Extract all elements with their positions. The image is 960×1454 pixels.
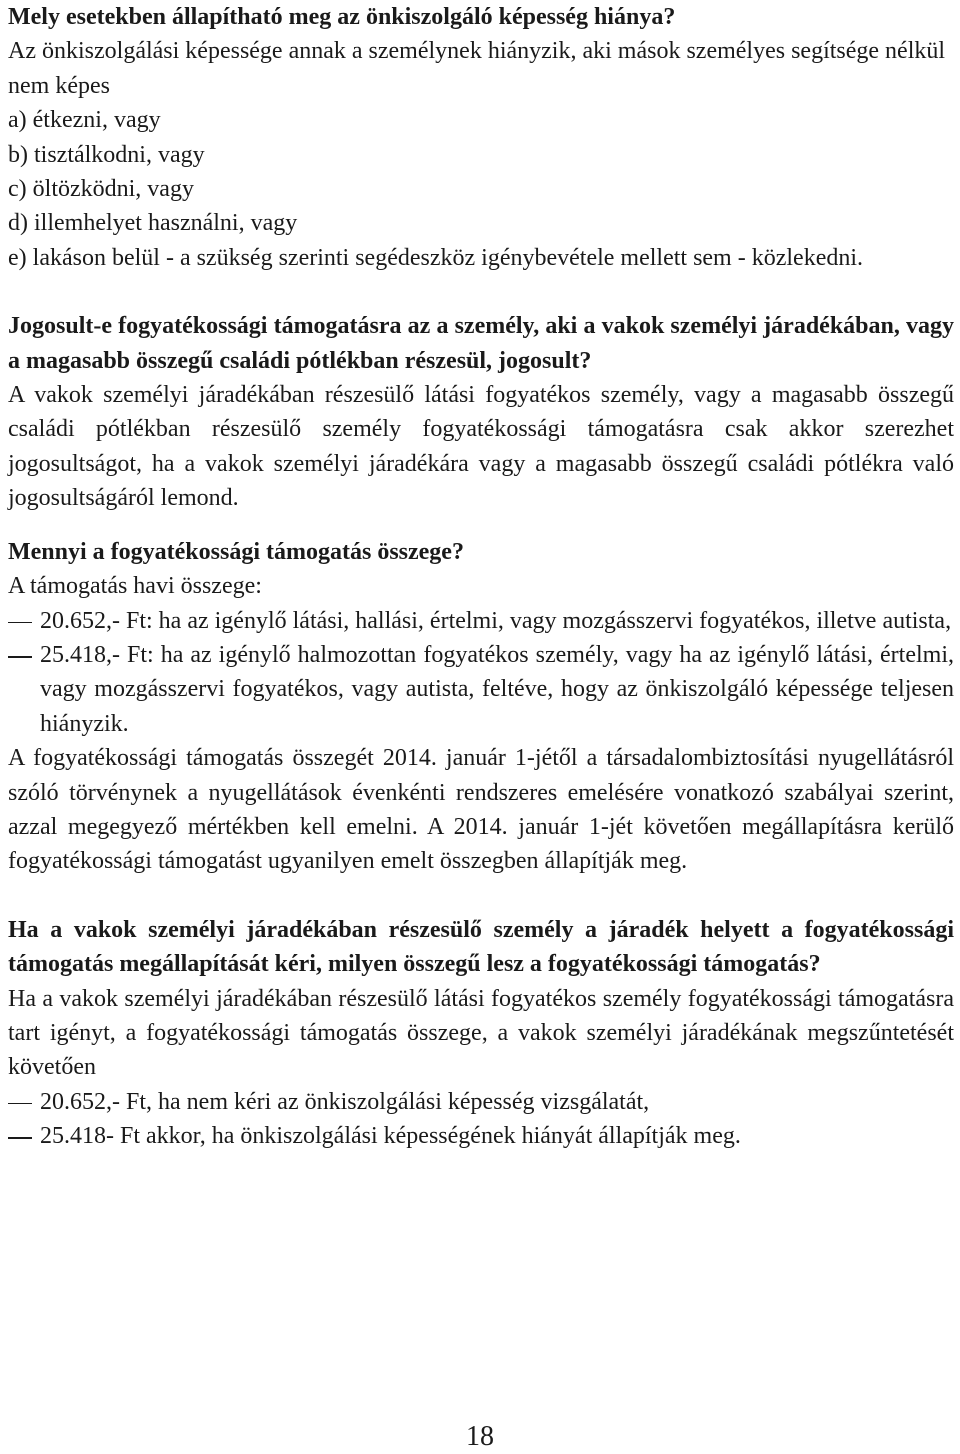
page-number: 18 <box>466 1421 494 1452</box>
list-item-text: 25.418- Ft akkor, ha önkiszolgálási képességének hiányát állapítják meg. <box>40 1123 741 1150</box>
paragraph: A fogyatékossági támogatás összegét 2014. január 1-jétől a társadalombiztosítási nyugellátásról szóló törvénynek a nyugellátások évenkénti rendszeres emelésére vonatkozó szabályai szerint, azzal megegyező mértékben kell emelni. A 2014. január 1-jét követően megállapításra kerülő fogyatékossági támogatást ugyanilyen emelt összegben állapítják meg. <box>8 745 954 875</box>
section-heading: Mennyi a fogyatékossági támogatás összege? <box>8 538 464 565</box>
list-item <box>8 604 954 638</box>
list-item-text: 20.652,- Ft: ha az igénylő látási, hallási, értelmi, vagy mozgásszervi fogyatékos, illetve autista, <box>40 607 952 634</box>
list-item: c) öltözködni, vagy <box>8 176 194 203</box>
list-item <box>8 1085 954 1119</box>
list-item <box>8 1119 954 1153</box>
section-amount <box>8 535 954 879</box>
document-page <box>8 0 954 1154</box>
list-item <box>8 638 954 741</box>
paragraph: A támogatás havi összege: <box>8 573 262 600</box>
list-item: a) étkezni, vagy <box>8 107 161 134</box>
section-heading: Jogosult-e fogyatékossági támogatásra az a személy, aki a vakok személyi járadékában, vagy a magasabb összegű családi pótlékban részesül, jogosult? <box>8 313 954 374</box>
paragraph: Az önkiszolgálási képessége annak a személynek hiányzik, aki mások személyes segítsége nélkül nem képes <box>8 38 946 99</box>
paragraph: Ha a vakok személyi járadékában részesülő látási fogyatékos személy fogyatékossági támogatásra tart igényt, a fogyatékossági támogatás összege, a vakok személyi járadékának megszűntetését követően <box>8 985 954 1081</box>
section-eligibility <box>8 309 954 515</box>
list-item-text: 20.652,- Ft, ha nem kéri az önkiszolgálási képesség vizsgálatát, <box>40 1088 650 1115</box>
list-item: e) lakáson belül - a szükség szerinti segédeszköz igénybevétele mellett sem - közlekedni. <box>8 244 864 271</box>
section-blind-allowance <box>8 913 954 1154</box>
paragraph: A vakok személyi járadékában részesülő látási fogyatékos személy, vagy a magasabb összegű családi pótlékban részesülő személy fogyatékossági támogatásra csak akkor szerezhet jogosultságot, ha a vakok személyi járadékára vagy a magasabb összegű családi pótlékra való jogosultságáról lemond. <box>8 382 954 512</box>
list-item: d) illemhelyet használni, vagy <box>8 210 298 237</box>
section-heading: Mely esetekben állapítható meg az önkiszolgáló képesség hiánya? <box>8 4 676 30</box>
list-item-text: 25.418,- Ft: ha az igénylő halmozottan fogyatékos személy, vagy ha az igénylő látási, értelmi, vagy mozgásszervi fogyatékos, vagy autista, feltéve, hogy az önkiszolgáló képessége teljesen hiányzik. <box>40 641 954 737</box>
list-item: b) tisztálkodni, vagy <box>8 141 205 168</box>
section-self-care <box>8 0 954 275</box>
section-heading: Ha a vakok személyi járadékában részesülő személy a járadék helyett a fogyatékossági támogatás megállapítását kéri, milyen összegű lesz a fogyatékossági támogatás? <box>8 916 954 978</box>
